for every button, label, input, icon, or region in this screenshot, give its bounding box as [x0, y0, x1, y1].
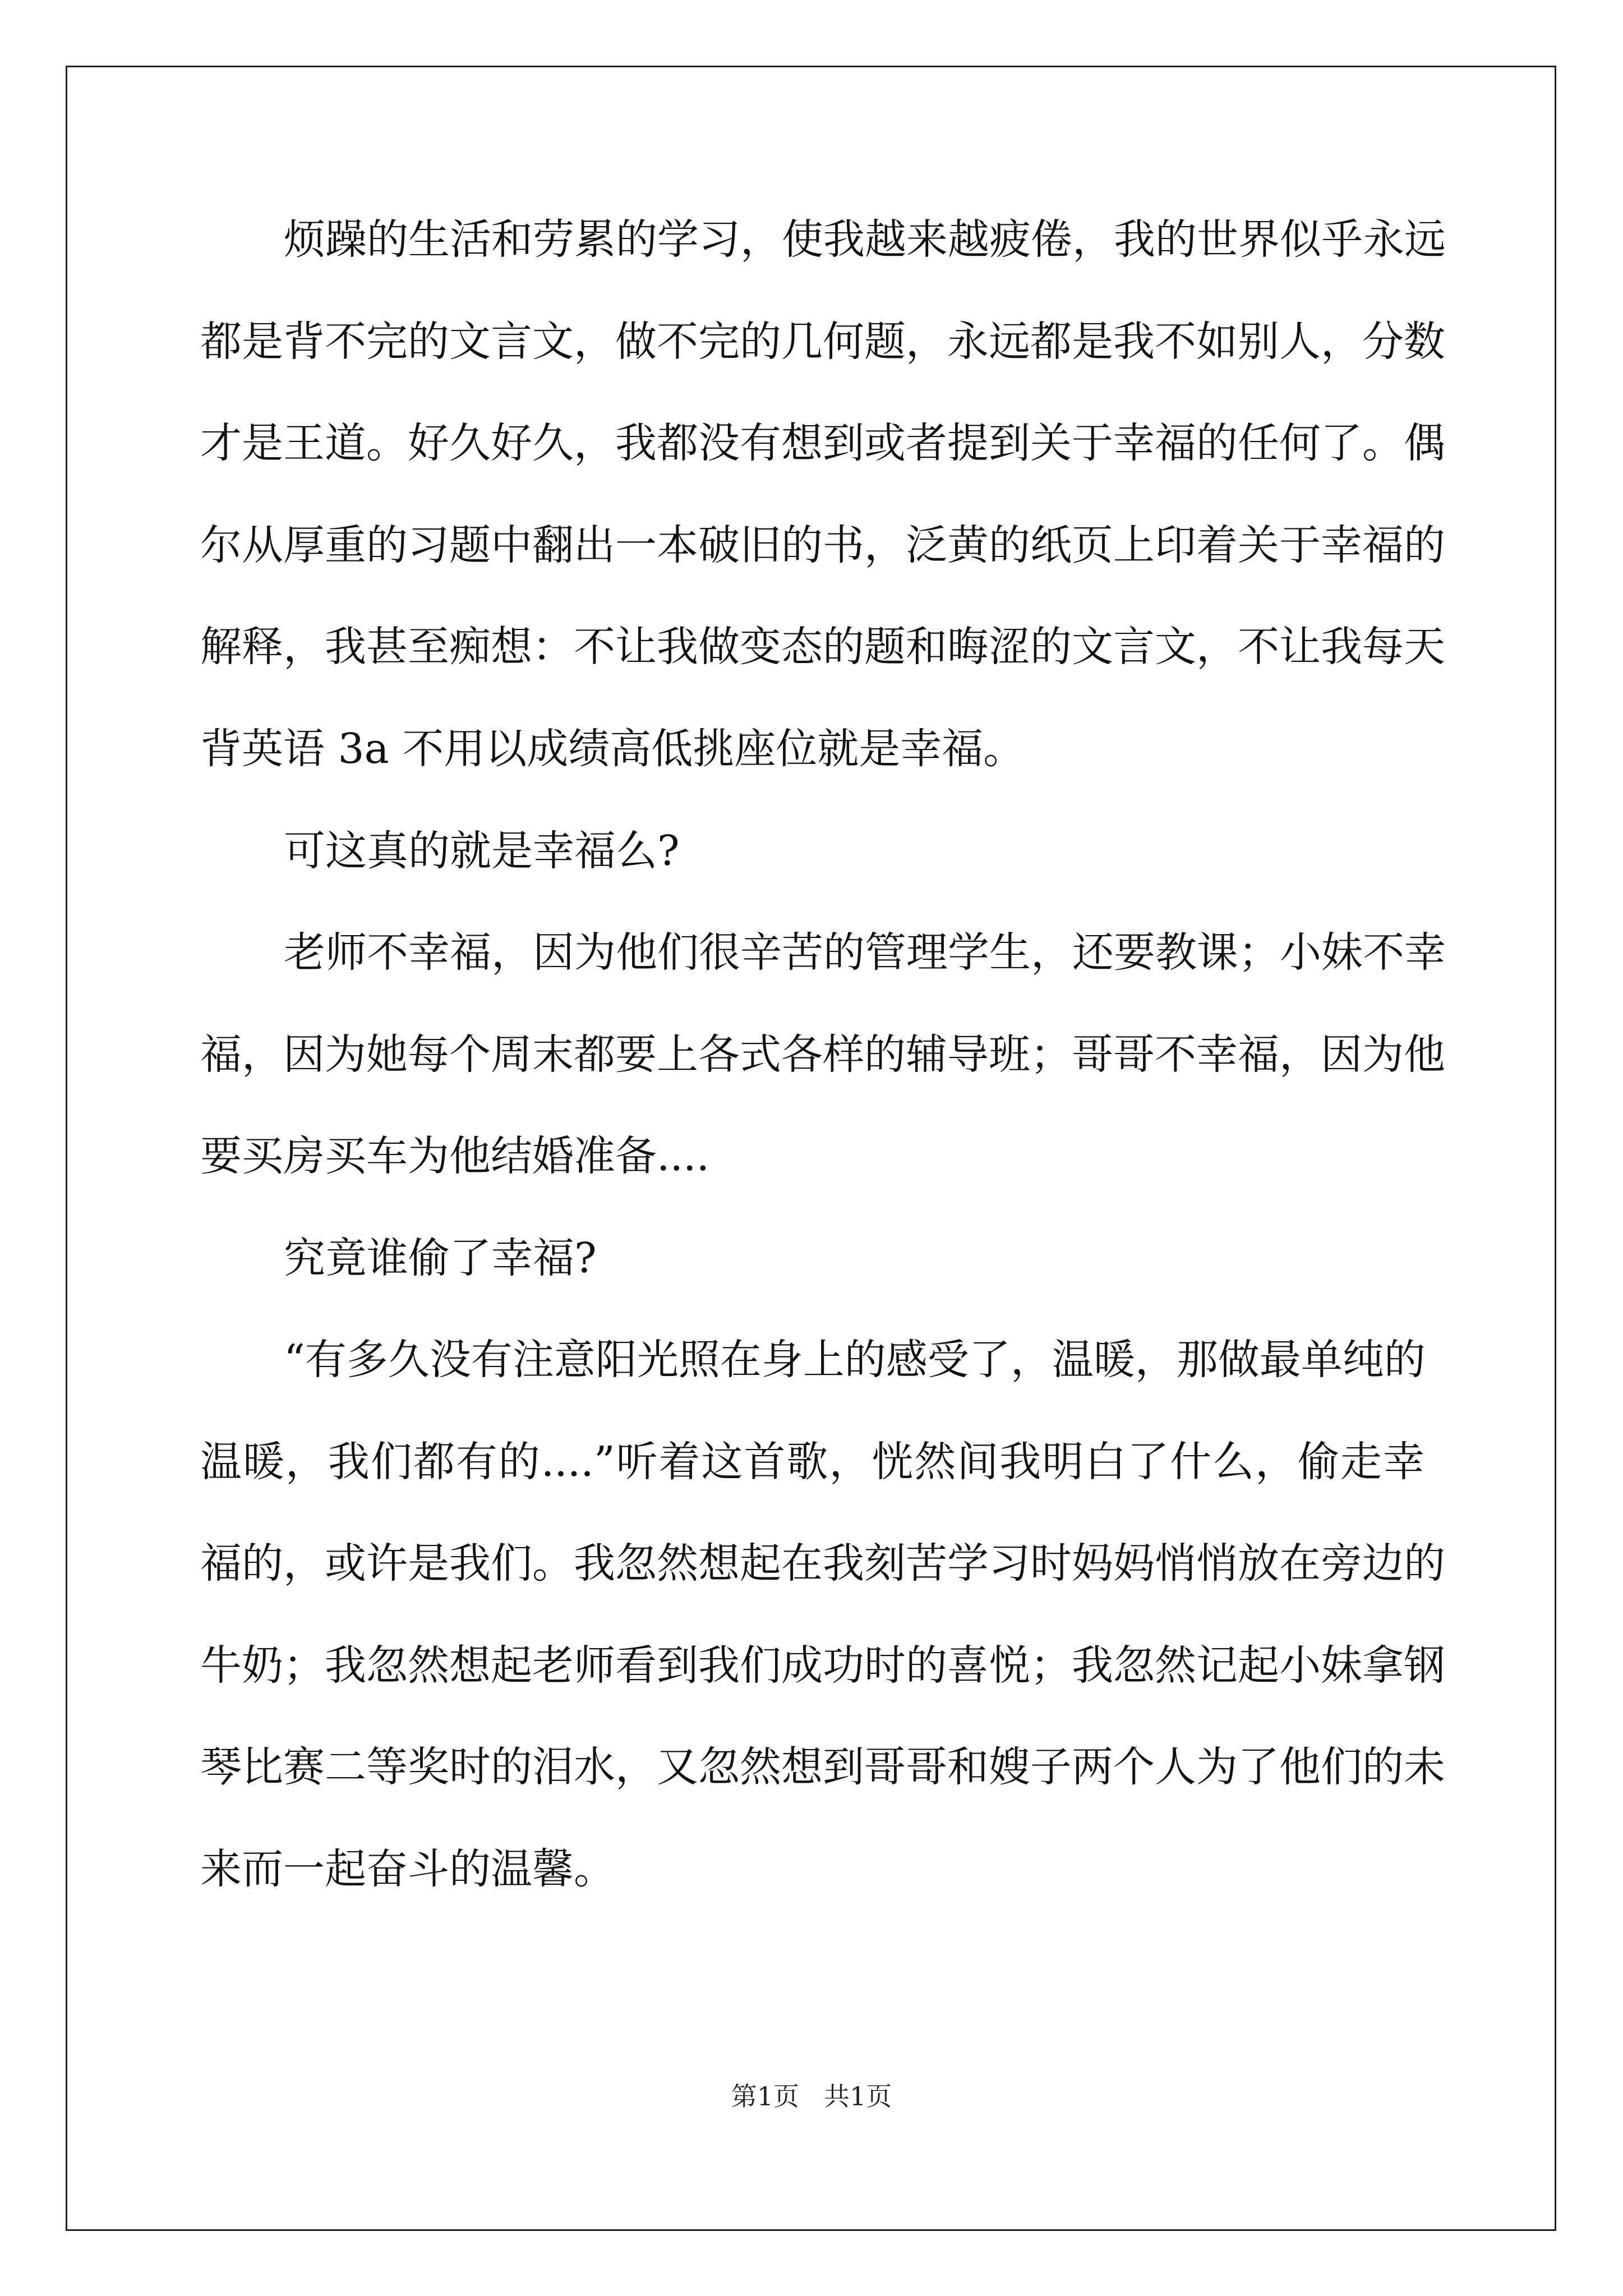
text-line: 老师不幸福，因为他们很辛苦的管理学生，还要教课；小妹不幸: [284, 928, 1446, 977]
text-line: 要买房买车为他结婚准备....: [200, 1132, 710, 1180]
text-line: 烦躁的生活和劳累的学习，使我越来越疲倦，我的世界似乎永远: [284, 215, 1446, 264]
text-line: 都是背不完的文言文，做不完的几何题，永远都是我不如别人，分数: [200, 318, 1445, 366]
text-line: 温暖，我们都有的....”听着这首歌，恍然间我明白了什么，偷走幸: [200, 1438, 1424, 1486]
page-total: 共1页: [823, 2081, 892, 2111]
text-line: “有多久没有注意阳光照在身上的感受了，温暖，那做最单纯的: [284, 1336, 1426, 1384]
text-line: 来而一起奋斗的温馨。: [200, 1845, 615, 1893]
text-line: 解释，我甚至痴想：不让我做变态的题和晦涩的文言文，不让我每天: [200, 623, 1445, 671]
text-line: 琴比赛二等奖时的泪水，又忽然想到哥哥和嫂子两个人为了他们的未: [200, 1743, 1445, 1791]
text-line: 才是王道。好久好久，我都没有想到或者提到关于幸福的任何了。偶: [200, 419, 1445, 467]
text-line: 尔从厚重的习题中翻出一本破旧的书，泛黄的纸页上印着关于幸福的: [200, 521, 1445, 569]
text-line: 背英语 3a 不用以成绩高低挑座位就是幸福。: [200, 725, 1025, 773]
text-line: 可这真的就是幸福么?: [284, 827, 680, 875]
page-number: 第1页: [731, 2081, 800, 2111]
text-line: 究竟谁偷了幸福?: [284, 1234, 597, 1282]
text-line: 福的，或许是我们。我忽然想起在我刻苦学习时妈妈悄悄放在旁边的: [200, 1539, 1445, 1588]
text-line: 牛奶；我忽然想起老师看到我们成功时的喜悦；我忽然记起小妹拿钢: [200, 1641, 1445, 1690]
text-line: 福，因为她每个周末都要上各式各样的辅导班；哥哥不幸福，因为他: [200, 1030, 1445, 1079]
page-footer: [0, 2079, 1623, 2113]
